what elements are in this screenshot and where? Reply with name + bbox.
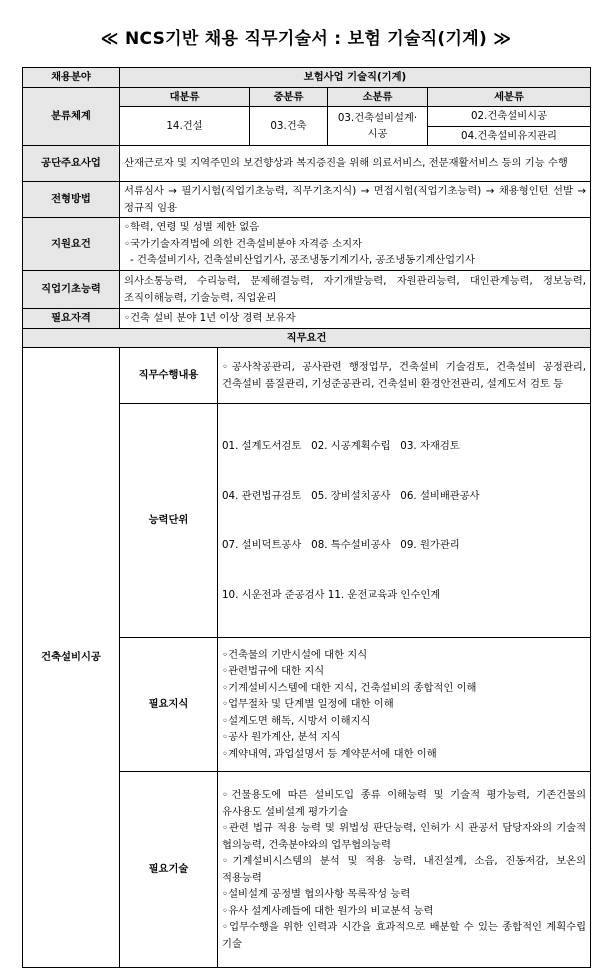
knowledge-label: 필요지식 bbox=[120, 638, 218, 772]
qualification-label: 지원요건 bbox=[23, 218, 120, 271]
field-row bbox=[23, 68, 591, 88]
page-title: ≪ NCS기반 채용 직무기술서 : 보험 기술직(기계) ≫ bbox=[100, 29, 512, 49]
process-label: 전형방법 bbox=[23, 182, 120, 218]
job-group-label: 건축설비시공 bbox=[23, 348, 120, 968]
classification-header-minor: 소분류 bbox=[328, 87, 428, 107]
units-label: 능력단위 bbox=[120, 404, 218, 638]
classification-header-detail: 세분류 bbox=[428, 87, 591, 107]
qualification-line: ◦국가기술자격법에 의한 건축설비분야 자격증 소지자 bbox=[124, 237, 362, 250]
required-qual-row bbox=[23, 309, 591, 329]
required-qual-label: 필요자격 bbox=[23, 309, 120, 329]
required-qual-text: ◦건축 설비 분야 1년 이상 경력 보유자 bbox=[120, 309, 591, 329]
field-value: 보험사업 기술직(기계) bbox=[120, 68, 591, 88]
unit-line: 04. 관련법규검토 05. 장비설치공사 06. 설비배관공사 bbox=[222, 489, 480, 502]
unit-line: 01. 설계도서검토 02. 시공계획수립 03. 자재검토 bbox=[222, 440, 460, 452]
classification-detail-2: 04.건축설비유지관리 bbox=[428, 126, 591, 146]
qualification-row bbox=[23, 218, 591, 271]
basic-ability-label: 직업기초능력 bbox=[23, 271, 120, 309]
classification-label: 분류체계 bbox=[23, 87, 120, 146]
duties-label: 직무수행내용 bbox=[120, 348, 218, 404]
knowledge-line: ◦공사 원가계산, 분석 지식 bbox=[222, 731, 341, 744]
process-text: 서류심사 → 필기시험(직업기초능력, 직무기초지식) → 면접시험(직업기초능력) → 채용형인턴 선발 → 정규직 임용 bbox=[120, 182, 591, 218]
duties-text: ◦공사착공관리, 공사관련 행정업무, 건축설비 기술검토, 건축설비 공정관리, 건축설비 품질관리, 기성준공관리, 건축설비 환경안전관리, 설계도서 검토 등 bbox=[218, 348, 591, 404]
unit-line: 07. 설비덕트공사 08. 특수설비공사 09. 원가관리 bbox=[222, 539, 460, 551]
skills-content bbox=[218, 772, 591, 968]
skill-line: ◦건물용도에 따른 설비도입 종류 이해능력 및 기술적 평가능력, 기존건물의 유사용도 설비설계 평가기술 bbox=[222, 789, 587, 818]
knowledge-line: ◦계약내역, 과업설명서 등 계약문서에 대한 이해 bbox=[222, 747, 437, 760]
qualification-line: - 건축설비기사, 건축설비산업기사, 공조냉동기계기사, 공조냉동기계산업기사 bbox=[130, 254, 475, 267]
business-label: 공단주요사업 bbox=[23, 146, 120, 182]
knowledge-line: ◦관련법규에 대한 지식 bbox=[222, 665, 325, 678]
classification-detail-1: 02.건축설비시공 bbox=[428, 107, 591, 127]
skills-label: 필요기술 bbox=[120, 772, 218, 968]
skill-line: ◦기계설비시스템의 분석 및 적용 능력, 내진설계, 소음, 진동저감, 보온의 적용능력 bbox=[222, 855, 587, 884]
classification-middle: 03.건축 bbox=[250, 107, 328, 146]
duties-row bbox=[23, 348, 591, 404]
classification-major: 14.건설 bbox=[120, 107, 250, 146]
classification-header-row bbox=[23, 87, 591, 107]
business-row bbox=[23, 146, 591, 182]
job-description-table bbox=[22, 67, 591, 968]
knowledge-line: ◦기계설비시스템에 대한 지식, 건축설비의 종합적인 이해 bbox=[222, 681, 477, 694]
field-label: 채용분야 bbox=[23, 68, 120, 88]
units-content bbox=[218, 404, 591, 638]
basic-ability-text: 의사소통능력, 수리능력, 문제해결능력, 자기개발능력, 자원관리능력, 대인관계능력, 정보능력, 조직이해능력, 기술능력, 직업윤리 bbox=[120, 271, 591, 309]
job-requirements-header: 직무요건 bbox=[23, 328, 591, 348]
business-text: 산재근로자 및 지역주민의 보건향상과 복지증진을 위해 의료서비스, 전문재활서비스 등의 기능 수행 bbox=[120, 146, 591, 182]
qualification-line: ◦학력, 연령 및 성별 제한 없음 bbox=[124, 221, 260, 234]
knowledge-line: ◦업무절차 및 단계별 일정에 대한 이해 bbox=[222, 698, 394, 711]
skill-line: ◦관련 법규 적용 능력 및 위법성 판단능력, 인허가 시 관공서 담당자와의 기술적 협의능력, 건축분야와의 업무협의능력 bbox=[222, 822, 587, 851]
classification-header-middle: 중분류 bbox=[250, 87, 328, 107]
job-requirements-header-row bbox=[23, 328, 591, 348]
classification-header-major: 대분류 bbox=[120, 87, 250, 107]
qualification-content bbox=[120, 218, 591, 271]
process-row bbox=[23, 182, 591, 218]
basic-ability-row bbox=[23, 271, 591, 309]
unit-line: 10. 시운전과 준공검사 11. 운전교육과 인수인계 bbox=[222, 588, 441, 601]
skill-line: ◦설비설계 공정별 협의사항 목록작성 능력 bbox=[222, 888, 411, 900]
knowledge-line: ◦건축물의 기반시설에 대한 지식 bbox=[222, 648, 368, 661]
skill-line: ◦업무수행을 위한 인력과 시간을 효과적으로 배분할 수 있는 종합적인 계획수립 기술 bbox=[222, 921, 587, 950]
knowledge-line: ◦설계도면 해독, 시방서 이해지식 bbox=[222, 714, 371, 727]
skill-line: ◦유사 설계사례들에 대한 원가의 비교분석 능력 bbox=[222, 904, 434, 917]
knowledge-content bbox=[218, 638, 591, 772]
classification-minor: 03.건축설비설계·시공 bbox=[328, 107, 428, 146]
